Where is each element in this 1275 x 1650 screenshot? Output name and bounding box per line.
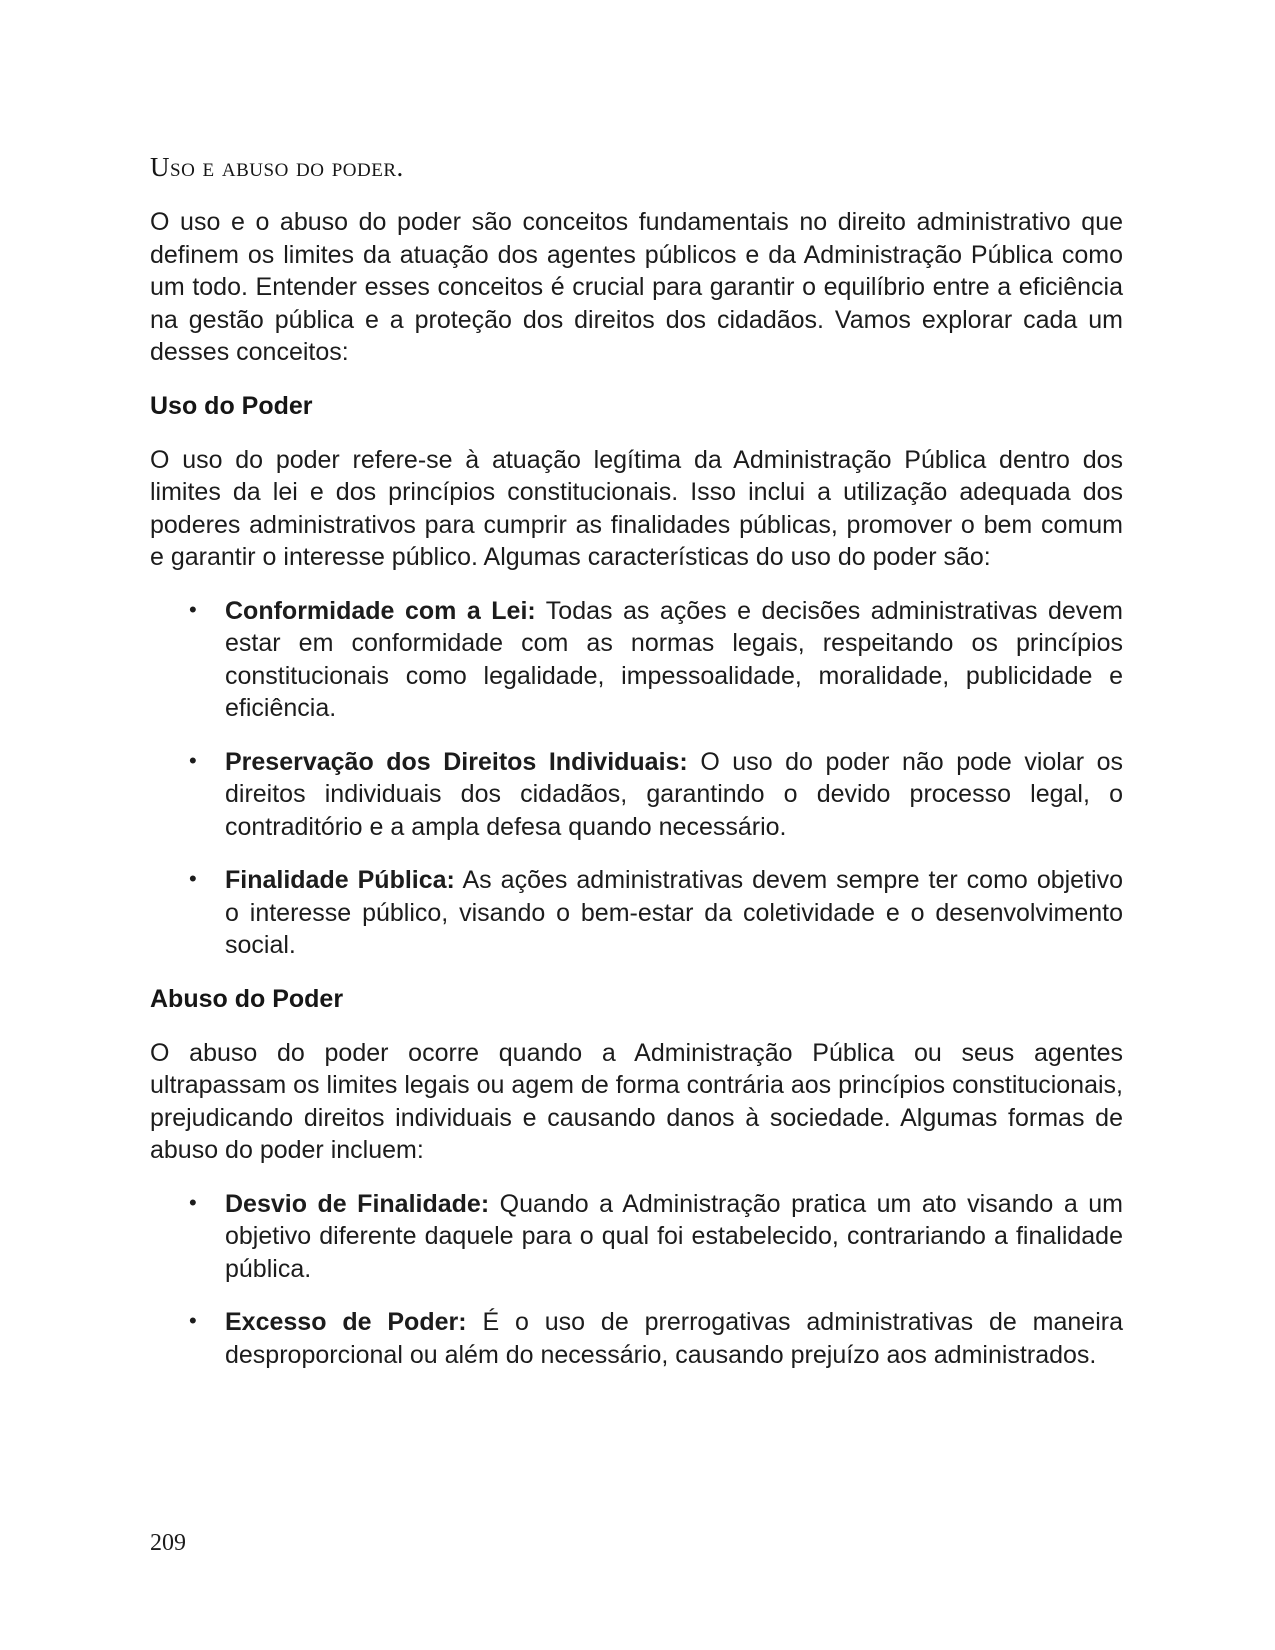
list-item-description: Todas as ações e decisões administrativas devem estar em conformidade com as normas legais, respeitando os princípios constitucionais como legalidade, impessoalidade, moralidade, publicidade e eficiência.: [225, 596, 1123, 722]
bullet-icon: •: [189, 596, 197, 622]
list-item-term: Excesso de Poder:: [225, 1308, 467, 1336]
abuse-section-bullet-list: [150, 1188, 1123, 1372]
use-section-paragraph: O uso do poder refere-se à atuação legítima da Administração Pública dentro dos limites da lei e dos princípios constitucionais. Isso inclui a utilização adequada dos poderes administrativos para cumprir as finalidades públicas, promover o bem comum e garantir o interesse público. Algumas características do uso do poder são:: [150, 445, 1123, 571]
use-section-bullet-list: [150, 595, 1123, 962]
list-item: [189, 595, 1123, 725]
list-item-term: Desvio de Finalidade:: [225, 1189, 490, 1218]
list-item-description: Quando a Administração pratica um ato visando a um objetivo diferente daquele para o qual foi estabelecido, contrariando a finalidade pública.: [225, 1189, 1123, 1283]
section-heading-abuso-do-poder: Abuso do Poder: [150, 984, 344, 1013]
bullet-icon: •: [189, 1189, 197, 1215]
bullet-icon: •: [189, 747, 197, 773]
list-item-description: É o uso de prerrogativas administrativas de maneira desproporcional ou além do necessário, causando prejuízo aos administrados.: [225, 1308, 1123, 1369]
page-number: 209: [150, 1530, 186, 1556]
list-item: [189, 746, 1123, 844]
document-title: Uso e abuso do poder.: [150, 152, 404, 182]
bullet-icon: •: [189, 866, 197, 891]
list-item-term: Preservação dos Direitos Individuais:: [225, 747, 688, 776]
abuse-section-paragraph: O abuso do poder ocorre quando a Administração Pública ou seus agentes ultrapassam os limites legais ou agem de forma contrária aos princípios constitucionais, prejudicando direitos individuais e causando danos à sociedade. Algumas formas de abuso do poder incluem:: [150, 1038, 1123, 1164]
bullet-icon: •: [189, 1308, 197, 1333]
list-item-term: Finalidade Pública:: [225, 866, 455, 894]
section-heading-uso-do-poder: Uso do Poder: [150, 391, 313, 420]
list-item: [189, 1306, 1123, 1371]
list-item: [189, 864, 1123, 962]
intro-paragraph: O uso e o abuso do poder são conceitos fundamentais no direito administrativo que definem os limites da atuação dos agentes públicos e da Administração Pública como um todo. Entender esses conceitos é crucial para garantir o equilíbrio entre a eficiência na gestão pública e a proteção dos direitos dos cidadãos. Vamos explorar cada um desses conceitos:: [150, 208, 1123, 366]
list-item-description: As ações administrativas devem sempre ter como objetivo o interesse público, visando o bem-estar da coletividade e o desenvolvimento social.: [225, 866, 1123, 959]
list-item-term: Conformidade com a Lei:: [225, 596, 536, 625]
list-item: [189, 1188, 1123, 1286]
list-item-description: O uso do poder não pode violar os direitos individuais dos cidadãos, garantindo o devido processo legal, o contraditório e a ampla defesa quando necessário.: [225, 747, 1124, 841]
